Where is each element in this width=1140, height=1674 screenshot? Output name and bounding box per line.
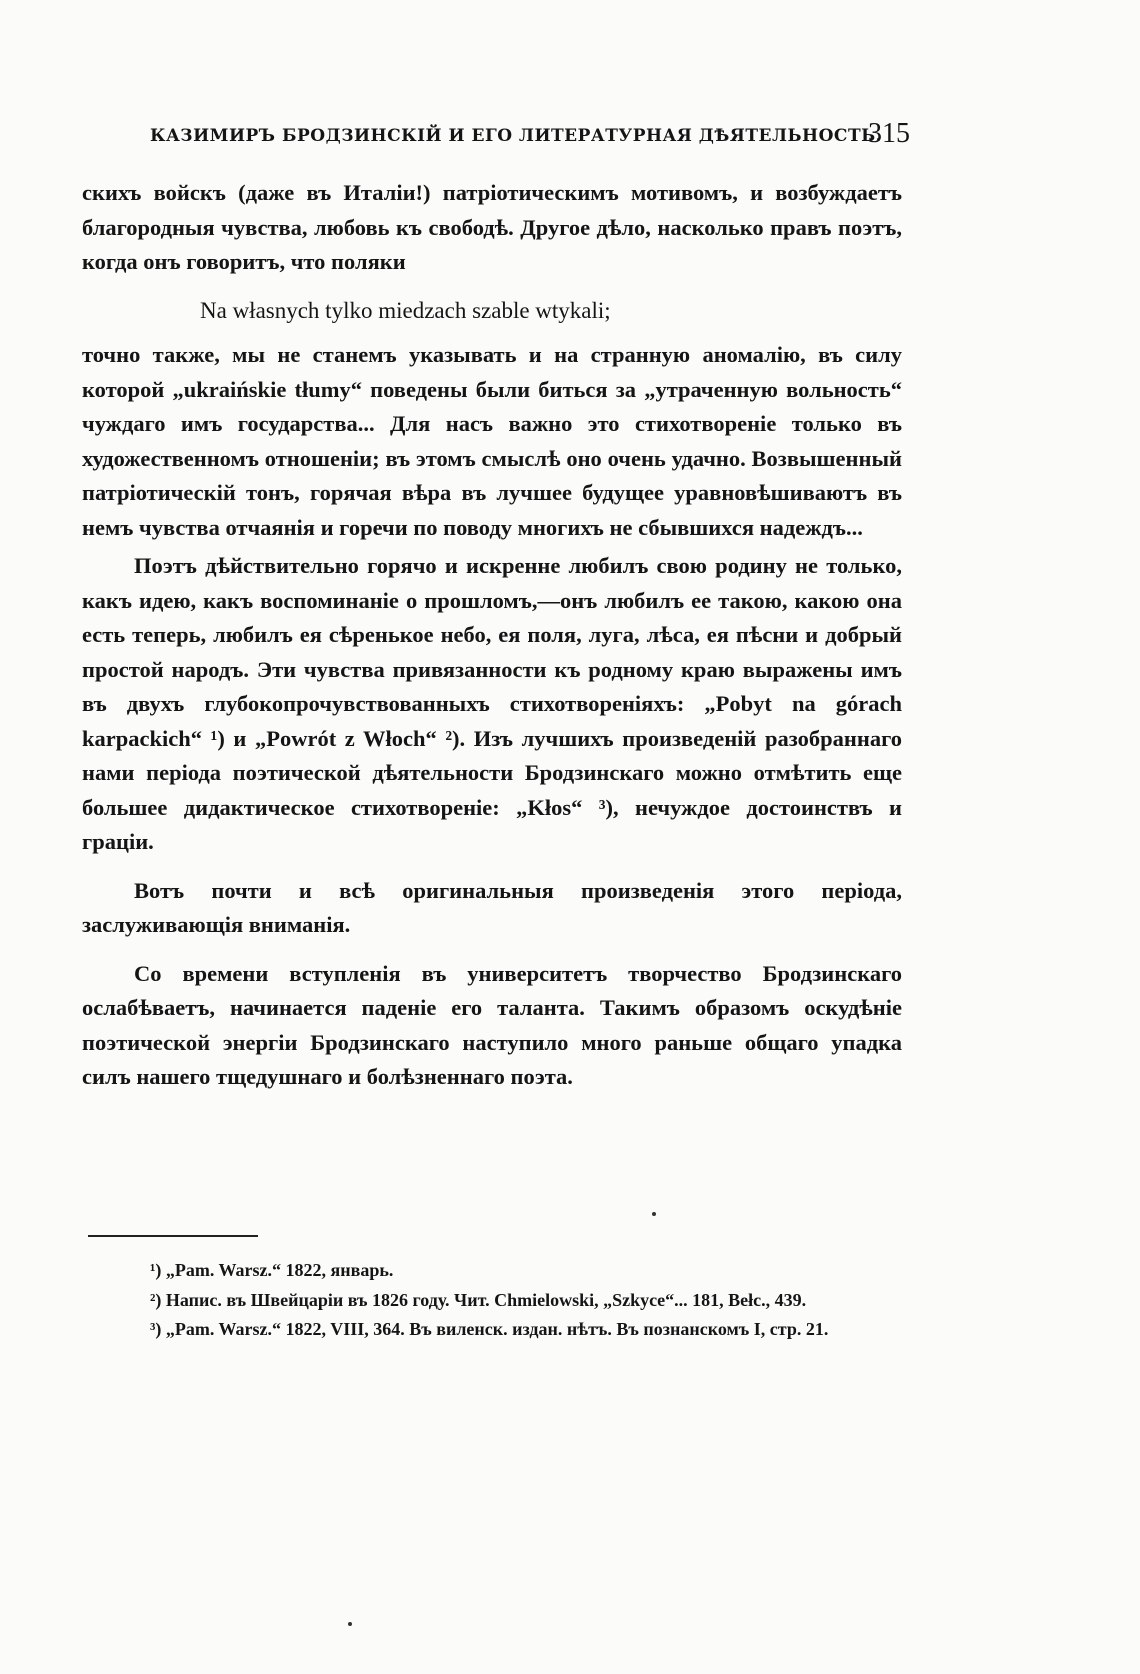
footnote-separator <box>88 1235 258 1237</box>
paragraph-continued: скихъ войскъ (даже въ Италіи!) патріотическимъ мотивомъ, и возбуждаетъ благородныя чувства, любовь къ свободѣ. Другое дѣло, насколько правъ поэтъ, когда онъ говоритъ, что поляки <box>82 180 902 274</box>
verse-quote: Na własnych tylko miedzach szable wtykali; <box>200 297 611 323</box>
paragraph: Со времени вступленія въ университетъ творчество Бродзинскаго ослабѣваетъ, начинается паденіе его таланта. Такимъ образомъ оскудѣніе поэтической энергіи Бродзинскаго наступило много раньше общаго упадка силъ нашего тщедушнаго и болѣзненнаго поэта. <box>82 960 902 1089</box>
print-speck <box>652 1212 656 1216</box>
footnote: ²) Напис. въ Швейцаріи въ 1826 году. Чит. Chmielowski, „Szkyce“... 181, Bełc., 439. <box>150 1289 807 1310</box>
main-text <box>82 176 902 1095</box>
footnotes <box>88 1256 902 1345</box>
running-title: КАЗИМИРЪ БРОДЗИНСКІЙ И ЕГО ЛИТЕРАТУРНАЯ ДѢЯТЕЛЬНОСТЬ. <box>150 126 883 146</box>
footnote: ¹) „Pam. Warsz.“ 1822, январь. <box>150 1260 394 1280</box>
page-number: 315 <box>868 118 910 149</box>
paragraph: точно также, мы не станемъ указывать и на странную аномалію, въ силу которой „ukraińskie tłumy“ поведены были биться за „утраченную вольность“ чуждаго имъ государства... Для насъ важно это стихотвореніе только въ художественномъ отношеніи; въ этомъ смыслѣ оно очень удачно. Возвышенный патріотическій тонъ, горячая вѣра въ лучшее будущее уравновѣшиваютъ въ немъ чувства отчаянія и горечи по поводу многихъ не сбывшихся надеждъ... <box>82 342 902 540</box>
paragraph: Поэтъ дѣйствительно горячо и искренне любилъ свою родину не только, какъ идею, какъ воспоминаніе о прошломъ,—онъ любилъ ее такою, какою она есть теперь, любилъ ея сѣренькое небо, ея поля, луга, лѣса, ея пѣсни и добрый простой народъ. Эти чувства привязанности къ родному краю выражены имъ въ двухъ глубокопрочувствованныхъ стихотвореніяхъ: „Pobyt na górach karpackich“ ¹) и „Powrót z Włoch“ ²). Изъ лучшихъ произведеній разобраннаго нами періода поэтической дѣятельности Бродзинскаго можно отмѣтить еще большее дидактическое стихотвореніе: „Kłos“ ³), нечуждое достоинствъ и граціи. <box>82 553 902 854</box>
footnote: ³) „Pam. Warsz.“ 1822, VIII, 364. Въ виленск. издан. нѣтъ. Въ познанскомъ I, стр. 21. <box>150 1319 829 1339</box>
page-header <box>150 118 910 154</box>
paragraph: Вотъ почти и всѣ оригинальныя произведенія этого періода, заслуживающія вниманія. <box>82 877 902 937</box>
print-speck <box>348 1622 352 1626</box>
